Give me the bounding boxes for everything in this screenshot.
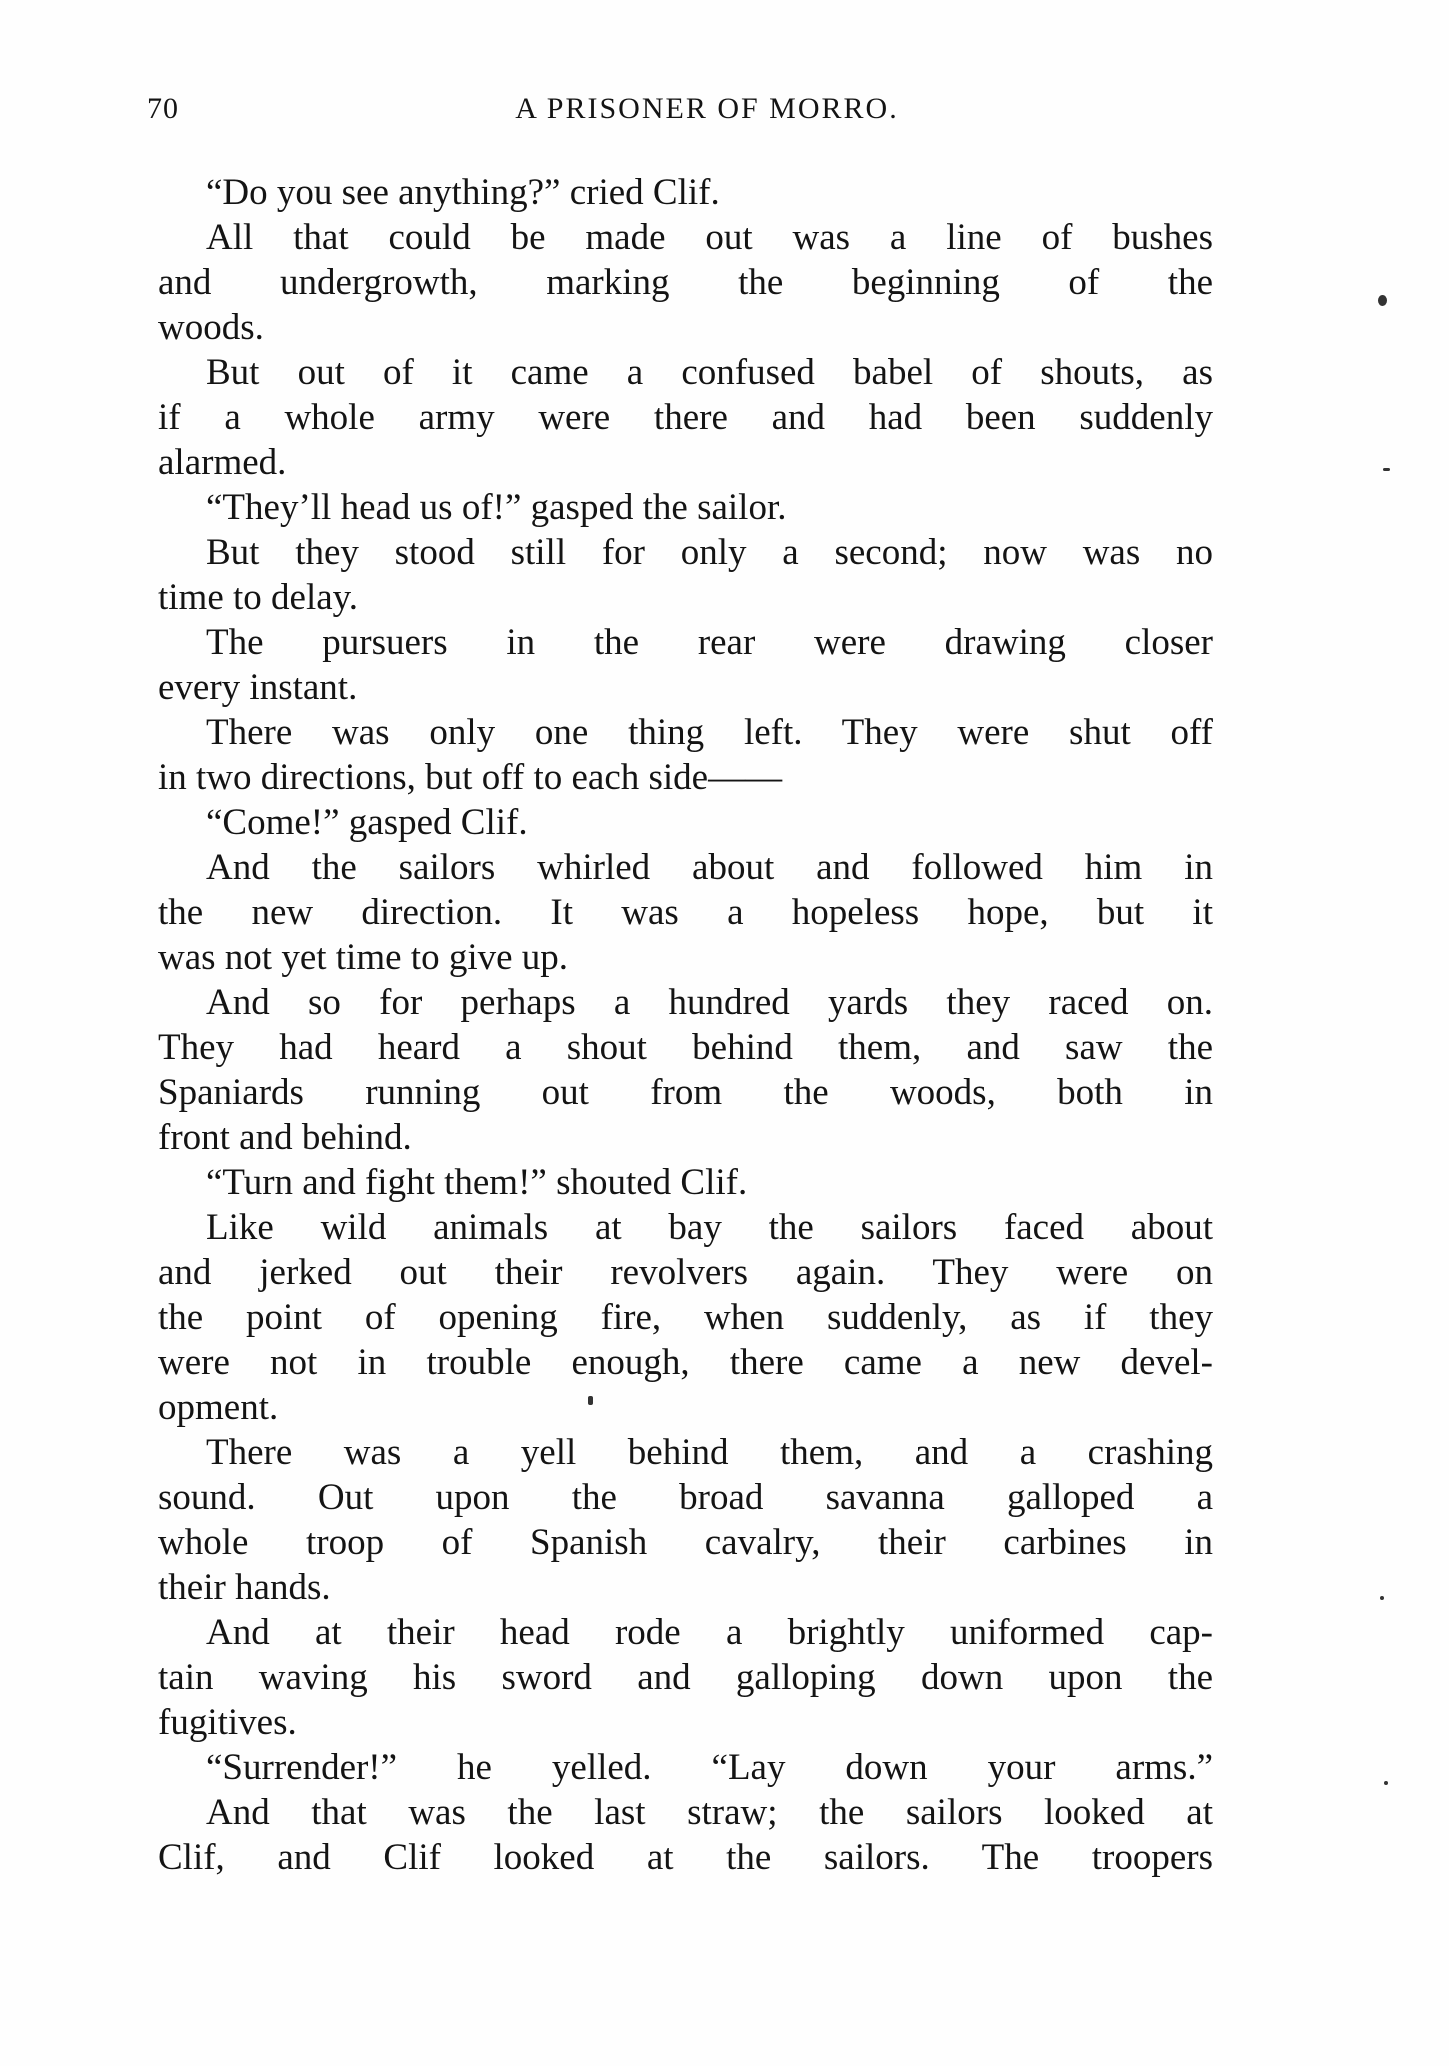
text-line: “Turn and fight them!” shouted Clif. xyxy=(206,1162,748,1203)
text-line: But out of it came a confused babel of shouts, as xyxy=(206,352,1213,393)
text-line: front and behind. xyxy=(158,1117,412,1158)
text-line: alarmed. xyxy=(158,442,287,483)
text-line: All that could be made out was a line of bushes xyxy=(206,217,1213,258)
running-title: A PRISONER OF MORRO. xyxy=(515,92,899,125)
ink-speck xyxy=(1378,295,1387,306)
text-line: And the sailors whirled about and followed him in xyxy=(206,847,1213,888)
text-line: “Do you see anything?” cried Clif. xyxy=(206,172,720,213)
text-line: opment. xyxy=(158,1387,279,1428)
text-line: “Come!” gasped Clif. xyxy=(206,802,528,843)
text-line: And that was the last straw; the sailors looked at xyxy=(206,1792,1213,1833)
text-line: The pursuers in the rear were drawing closer xyxy=(206,622,1213,663)
ink-speck xyxy=(1380,1596,1384,1600)
text-line: the new direction. It was a hopeless hope, but it xyxy=(158,892,1213,933)
text-line: time to delay. xyxy=(158,577,359,618)
text-line: woods. xyxy=(158,307,264,348)
text-line: “Surrender!” he yelled. “Lay down your arms.” xyxy=(206,1747,1213,1788)
text-line: the point of opening fire, when suddenly, as if they xyxy=(158,1297,1213,1338)
text-line: There was only one thing left. They were shut off xyxy=(206,712,1213,753)
text-line: And so for perhaps a hundred yards they raced on. xyxy=(206,982,1213,1023)
text-line: in two directions, but off to each side—— xyxy=(158,757,783,798)
text-line: fugitives. xyxy=(158,1702,297,1743)
text-line: They had heard a shout behind them, and saw the xyxy=(158,1027,1213,1068)
text-line: and jerked out their revolvers again. They were on xyxy=(158,1252,1213,1293)
body-text xyxy=(158,170,1213,1880)
text-line: every instant. xyxy=(158,667,358,708)
text-line: tain waving his sword and galloping down upon the xyxy=(158,1657,1213,1698)
text-line: and undergrowth, marking the beginning of the xyxy=(158,262,1213,303)
text-line: sound. Out upon the broad savanna galloped a xyxy=(158,1477,1213,1518)
ink-speck xyxy=(1384,1781,1388,1785)
text-line: Clif, and Clif looked at the sailors. The troopers xyxy=(158,1837,1213,1878)
text-line: And at their head rode a brightly uniformed cap- xyxy=(206,1612,1213,1653)
ink-speck xyxy=(1383,468,1390,471)
text-line: Like wild animals at bay the sailors faced about xyxy=(206,1207,1213,1248)
text-line: There was a yell behind them, and a crashing xyxy=(206,1432,1213,1473)
text-line: But they stood still for only a second; now was no xyxy=(206,532,1213,573)
text-line: was not yet time to give up. xyxy=(158,937,569,978)
text-line: if a whole army were there and had been suddenly xyxy=(158,397,1213,438)
text-line: were not in trouble enough, there came a new devel- xyxy=(158,1342,1213,1383)
ink-speck xyxy=(588,1396,593,1405)
text-line: Spaniards running out from the woods, both in xyxy=(158,1072,1213,1113)
text-line: “They’ll head us of!” gasped the sailor. xyxy=(206,487,787,528)
text-line: their hands. xyxy=(158,1567,331,1608)
page-number: 70 xyxy=(147,92,179,125)
page-header xyxy=(147,92,1207,142)
text-line: whole troop of Spanish cavalry, their carbines in xyxy=(158,1522,1213,1563)
